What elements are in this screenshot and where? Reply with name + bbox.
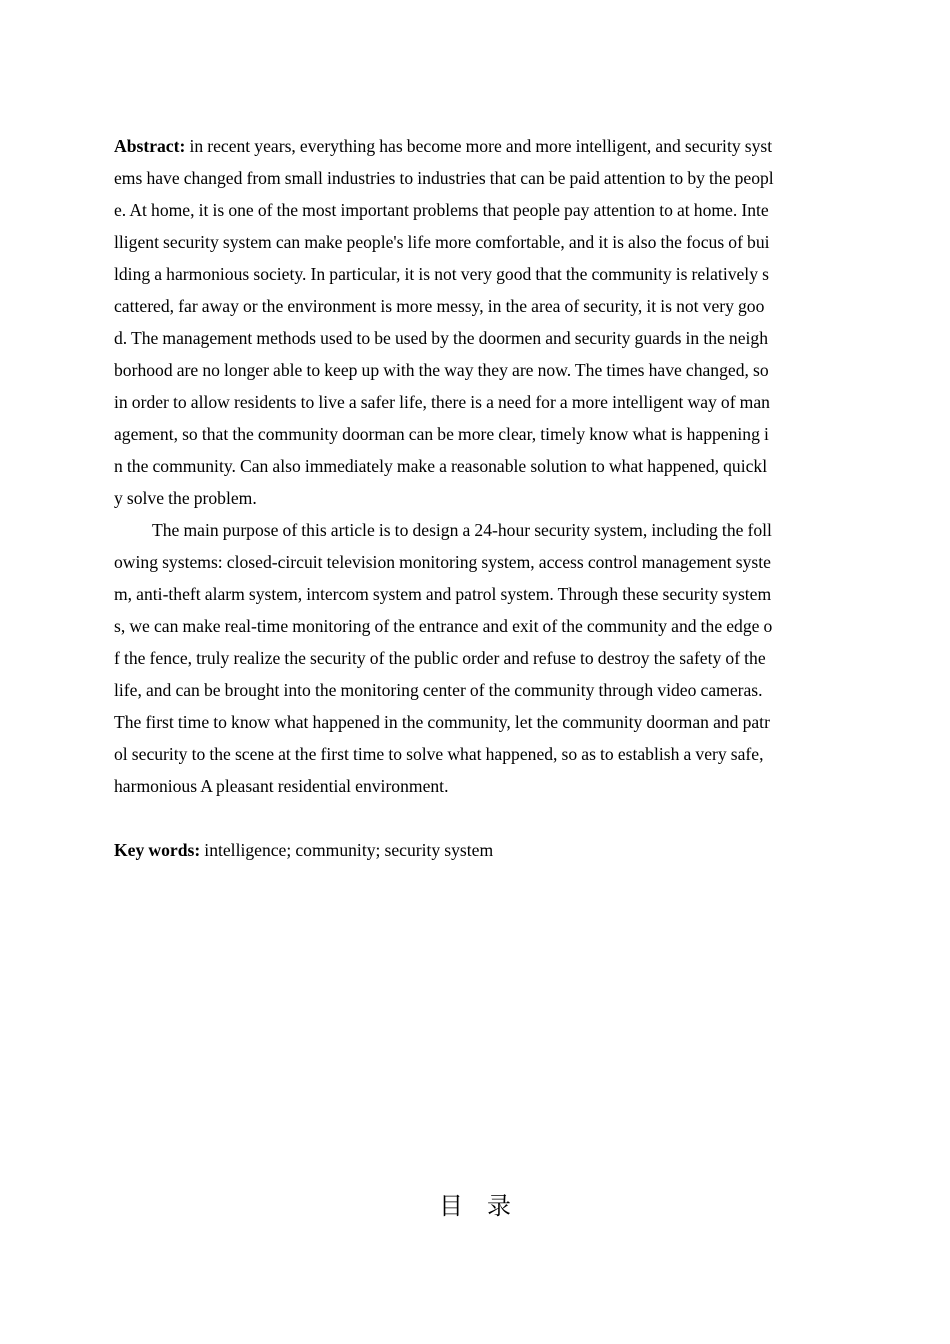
abstract-line: Abstract: in recent years, everything has become more and more intelligent, and security syst: [114, 136, 773, 156]
abstract-line: lding a harmonious society. In particular, it is not very good that the community is relatively s: [114, 264, 769, 284]
abstract-line: harmonious A pleasant residential environment.: [114, 776, 449, 796]
abstract-line: life, and can be brought into the monitoring center of the community through video cameras.: [114, 680, 763, 700]
abstract-line: cattered, far away or the environment is more messy, in the area of security, it is not very goo: [114, 296, 765, 316]
abstract-line: d. The management methods used to be used by the doormen and security guards in the neigh: [114, 328, 768, 348]
abstract-line: The main purpose of this article is to design a 24-hour security system, including the foll: [152, 520, 772, 540]
abstract-line: n the community. Can also immediately make a reasonable solution to what happened, quickl: [114, 456, 768, 476]
abstract-line: s, we can make real-time monitoring of the entrance and exit of the community and the edge o: [114, 616, 773, 636]
keywords-label: Key words:: [114, 840, 201, 860]
abstract-line: lligent security system can make people's life more comfortable, and it is also the focus of bui: [114, 232, 770, 252]
abstract-line: The first time to know what happened in the community, let the community doorman and patr: [114, 712, 770, 732]
toc-title: 目录: [439, 1192, 535, 1220]
abstract-line: f the fence, truly realize the security of the public order and refuse to destroy the safety of the: [114, 648, 766, 668]
abstract-line: y solve the problem.: [114, 488, 257, 508]
abstract-line: owing systems: closed-circuit television monitoring system, access control management syste: [114, 552, 771, 572]
abstract-line: borhood are no longer able to keep up with the way they are now. The times have changed, so: [114, 360, 769, 380]
abstract-line: ol security to the scene at the first time to solve what happened, so as to establish a very safe,: [114, 744, 764, 764]
keywords-line: [114, 840, 493, 860]
abstract-line: e. At home, it is one of the most important problems that people pay attention to at home. Inte: [114, 200, 769, 220]
keywords-text: intelligence; community; security system: [200, 840, 494, 860]
abstract-line: m, anti-theft alarm system, intercom system and patrol system. Through these security system: [114, 584, 772, 604]
abstract-line: agement, so that the community doorman can be more clear, timely know what is happening i: [114, 424, 769, 444]
abstract-line: in order to allow residents to live a safer life, there is a need for a more intelligent way of man: [114, 392, 770, 412]
abstract-label: Abstract:: [114, 136, 186, 156]
abstract-line: ems have changed from small industries to industries that can be paid attention to by the peopl: [114, 168, 774, 188]
